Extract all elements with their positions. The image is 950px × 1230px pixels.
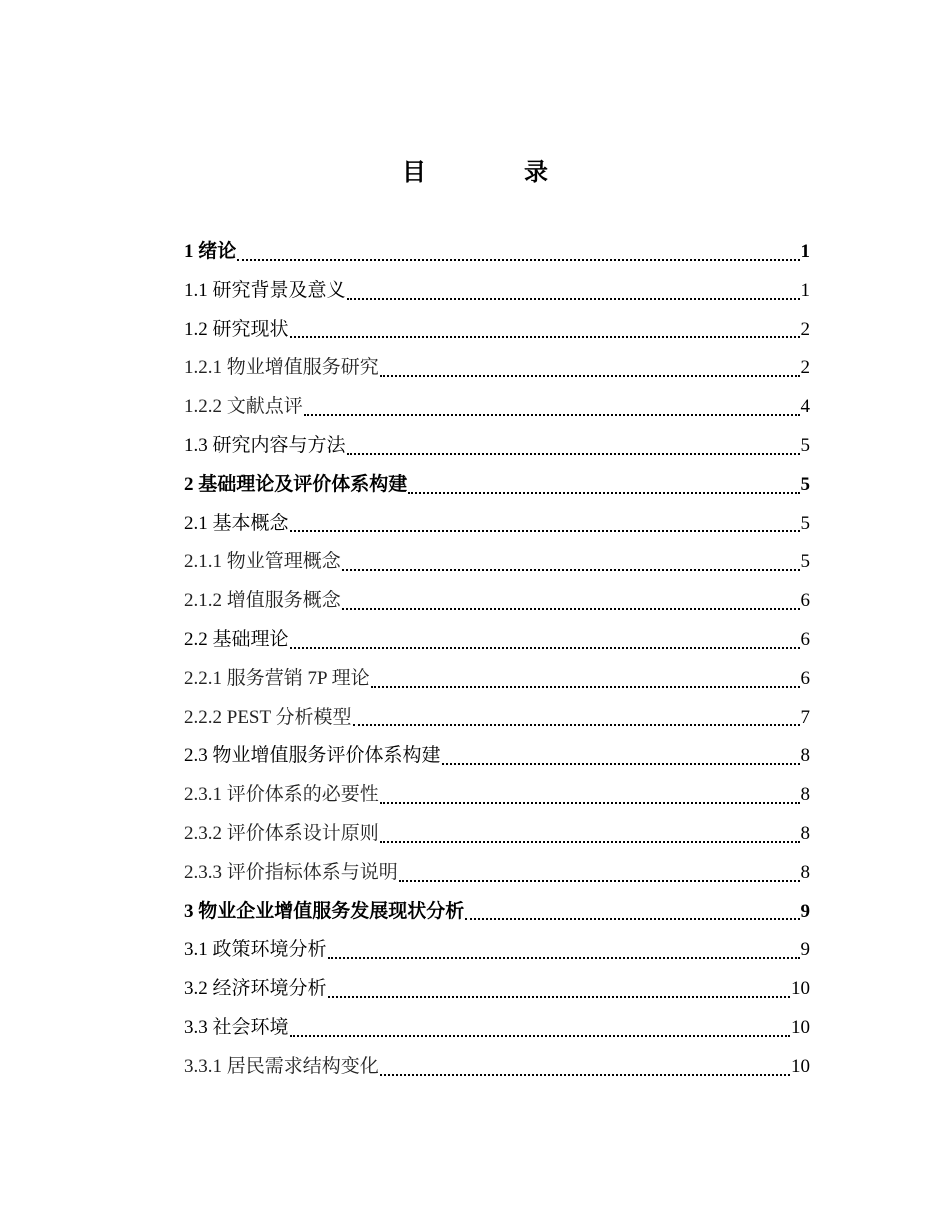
- toc-dot-leader: [380, 841, 800, 843]
- toc-entry[interactable]: [184, 388, 810, 427]
- toc-dot-leader: [342, 569, 800, 571]
- toc-entry[interactable]: [184, 931, 810, 970]
- table-of-contents: [184, 233, 810, 1087]
- toc-dot-leader: [380, 1074, 790, 1076]
- toc-entry-label: 3.2 经济环境分析: [184, 978, 327, 1000]
- toc-entry-page-number: 6: [800, 667, 810, 689]
- toc-dot-leader: [328, 957, 800, 959]
- toc-entry-page-number: 2: [800, 357, 810, 379]
- toc-entry[interactable]: [184, 970, 810, 1009]
- toc-entry-label: 2.3.3 评价指标体系与说明: [184, 861, 398, 883]
- toc-entry-label: 2.1.1 物业管理概念: [184, 551, 341, 573]
- toc-entry-page-number: 8: [800, 745, 810, 767]
- toc-entry-label: 1.3 研究内容与方法: [184, 434, 346, 456]
- toc-entry-label: 2.3 物业增值服务评价体系构建: [184, 745, 441, 767]
- toc-entry-page-number: 8: [800, 822, 810, 844]
- toc-dot-leader: [328, 996, 790, 998]
- toc-dot-leader: [304, 414, 800, 416]
- toc-entry-label: 1.1 研究背景及意义: [184, 279, 346, 301]
- toc-dot-leader: [290, 530, 800, 532]
- toc-entry-page-number: 5: [800, 473, 810, 495]
- toc-entry[interactable]: [184, 660, 810, 699]
- toc-entry-label: 3.1 政策环境分析: [184, 939, 327, 961]
- toc-entry[interactable]: [184, 349, 810, 388]
- toc-dot-leader: [465, 918, 799, 920]
- toc-dot-leader: [380, 802, 800, 804]
- toc-entry[interactable]: [184, 582, 810, 621]
- toc-entry-label: 1 绪论: [184, 241, 237, 262]
- toc-entry-label: 2.2.2 PEST 分析模型: [184, 706, 352, 728]
- toc-entry[interactable]: [184, 854, 810, 893]
- toc-entry[interactable]: [184, 311, 810, 350]
- toc-entry[interactable]: [184, 427, 810, 466]
- toc-dot-leader: [380, 375, 800, 377]
- toc-entry-page-number: 5: [800, 434, 810, 456]
- toc-entry-label: 2.3.2 评价体系设计原则: [184, 822, 379, 844]
- toc-entry-page-number: 4: [800, 396, 810, 418]
- toc-dot-leader: [237, 259, 799, 261]
- toc-dot-leader: [342, 608, 800, 610]
- toc-entry-label: 2.2.1 服务营销 7P 理论: [184, 667, 370, 689]
- toc-entry-page-number: 5: [800, 551, 810, 573]
- toc-entry-label: 2.1.2 增值服务概念: [184, 590, 341, 612]
- toc-entry[interactable]: [184, 621, 810, 660]
- toc-entry-label: 3 物业企业增值服务发展现状分析: [184, 900, 465, 922]
- toc-dot-leader: [399, 880, 800, 882]
- toc-entry-label: 1.2 研究现状: [184, 318, 289, 340]
- toc-entry[interactable]: [184, 1048, 810, 1087]
- toc-entry-page-number: 6: [800, 628, 810, 650]
- toc-entry-label: 2.2 基础理论: [184, 628, 289, 650]
- toc-entry[interactable]: [184, 543, 810, 582]
- toc-dot-leader: [290, 336, 800, 338]
- toc-dot-leader: [347, 298, 800, 300]
- toc-dot-leader: [353, 724, 800, 726]
- toc-entry-label: 1.2.1 物业增值服务研究: [184, 357, 379, 379]
- toc-entry[interactable]: [184, 272, 810, 311]
- toc-entry-page-number: 5: [800, 512, 810, 534]
- toc-entry-page-number: 10: [791, 1055, 810, 1077]
- toc-entry-label: 3.3.1 居民需求结构变化: [184, 1055, 379, 1077]
- toc-entry-page-number: 8: [800, 861, 810, 883]
- toc-entry-page-number: 8: [800, 784, 810, 806]
- toc-entry-label: 3.3 社会环境: [184, 1016, 289, 1038]
- toc-entry[interactable]: [184, 699, 810, 738]
- toc-entry[interactable]: [184, 505, 810, 544]
- toc-entry-label: 2 基础理论及评价体系构建: [184, 473, 408, 495]
- toc-entry-page-number: 2: [800, 318, 810, 340]
- toc-entry[interactable]: [184, 466, 810, 505]
- toc-entry-label: 1.2.2 文献点评: [184, 396, 303, 418]
- toc-dot-leader: [442, 763, 800, 765]
- toc-entry-label: 2.3.1 评价体系的必要性: [184, 784, 379, 806]
- toc-dot-leader: [347, 453, 800, 455]
- toc-entry[interactable]: [184, 1009, 810, 1048]
- toc-entry-page-number: 1: [800, 279, 810, 301]
- toc-entry-page-number: 9: [800, 939, 810, 961]
- toc-entry-page-number: 9: [800, 900, 810, 922]
- toc-entry[interactable]: [184, 233, 810, 272]
- toc-dot-leader: [408, 492, 799, 494]
- toc-entry-page-number: 6: [800, 590, 810, 612]
- toc-entry[interactable]: [184, 893, 810, 932]
- toc-dot-leader: [290, 647, 800, 649]
- toc-dot-leader: [371, 686, 800, 688]
- toc-entry[interactable]: [184, 737, 810, 776]
- toc-dot-leader: [290, 1035, 790, 1037]
- toc-entry-page-number: 10: [791, 1016, 810, 1038]
- toc-entry-page-number: 1: [800, 241, 810, 262]
- toc-entry-label: 2.1 基本概念: [184, 512, 289, 534]
- toc-entry[interactable]: [184, 815, 810, 854]
- page-title: 目 录: [402, 160, 594, 186]
- toc-entry[interactable]: [184, 776, 810, 815]
- toc-entry-page-number: 10: [791, 978, 810, 1000]
- toc-entry-page-number: 7: [800, 706, 810, 728]
